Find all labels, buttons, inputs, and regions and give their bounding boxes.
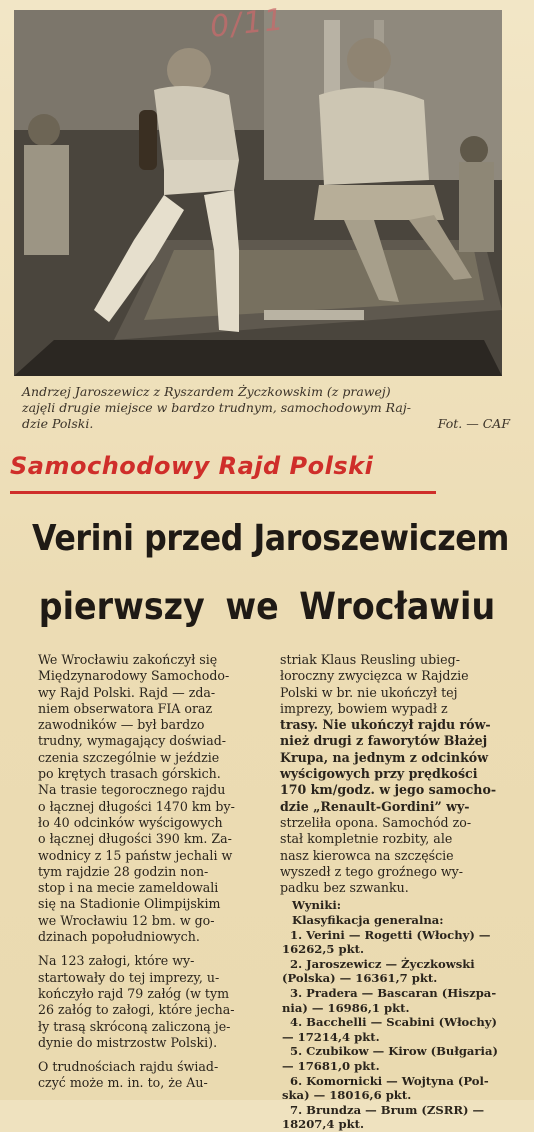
result-line: ska) — 18016,6 pkt. [282, 1088, 412, 1103]
text-line: kończyło rajd 79 załóg (w tym [38, 985, 230, 1001]
article-paragraph [22, 953, 270, 1051]
text-line: striak Klaus Reusling ubieg- [280, 652, 460, 667]
result-line: 7. Brundza — Brum (ZSRR) — [290, 1102, 485, 1117]
results-list [280, 898, 528, 1132]
article-paragraph [22, 1059, 270, 1092]
text-line: dzie „Renault-Gordini” wy- [280, 798, 470, 814]
text-line: imprezy, bowiem wypadł z [280, 700, 448, 716]
photo-credit: Fot. — CAF [437, 416, 510, 431]
result-line: nia) — 16986,1 pkt. [282, 1000, 410, 1015]
result-line: 1. Verini — Rogetti (Włochy) — [290, 927, 491, 942]
text-line: o łącznej długości 1470 km by- [38, 798, 235, 814]
text-line: czenia szczególnie w jeździe [38, 749, 220, 765]
text-line: się na Stadionie Olimpijskim [38, 896, 221, 912]
text-line: łoroczny zwycięzca w Rajdzie [280, 668, 469, 684]
text-line: padku bez szwanku. [280, 880, 409, 896]
result-line: 18207,4 pkt. [282, 1117, 365, 1132]
caption-line: zajęli drugie miejsce w bardzo trudnym, samochodowym Raj- [22, 400, 411, 415]
text-line: wodnicy z 15 państw jechali w [38, 847, 233, 863]
result-line: 3. Pradera — Bascaran (Hiszpa- [290, 986, 497, 1001]
text-line: O trudnościach rajdu świad- [38, 1059, 219, 1075]
text-line: startowały do tej imprezy, u- [38, 969, 220, 985]
classification-heading: Klasyfikacja generalna: [292, 913, 444, 928]
article-paragraph [22, 652, 270, 945]
caption-line: Andrzej Jaroszewicz z Ryszardem Życzkowskim (z prawej) [22, 384, 391, 399]
result-line: 5. Czubikow — Kirow (Bułgaria) [290, 1044, 498, 1059]
text-line: trasy. Nie ukończył rajdu rów- [280, 717, 491, 733]
text-line: strzeliła opona. Samochód zo- [280, 814, 472, 830]
caption-line: dzie Polski. [22, 416, 94, 431]
rally-photo [14, 10, 502, 376]
headline-line-1: Verini przed Jaroszewiczem [32, 518, 509, 559]
article-left-column [22, 652, 270, 1100]
text-line: Międzynarodowy Samochodo- [38, 668, 230, 684]
text-line: trudny, wymagający doświad- [38, 733, 227, 749]
article-continuation [280, 652, 528, 896]
text-line: stop i na mecie zameldowali [38, 880, 219, 896]
text-line: dynie do mistrzostw Polski). [38, 1034, 218, 1050]
text-line: nasz kierowca na szczęście [280, 847, 454, 863]
text-line: We Wrocławiu zakończył się [38, 652, 218, 667]
text-line: stał kompletnie rozbity, ale [280, 831, 453, 847]
text-line: niem obserwatora FIA oraz [38, 700, 213, 716]
text-line: ły trasą skróconą zaliczoną je- [38, 1018, 231, 1034]
text-line: nież drugi z faworytów Błażej [280, 733, 488, 749]
text-line: tym rajdzie 28 godzin non- [38, 863, 209, 879]
text-line: we Wrocławiu 12 bm. w go- [38, 912, 215, 928]
text-line: dzinach popołudniowych. [38, 929, 200, 945]
results-heading: Wyniki: [292, 898, 342, 913]
rally-photo-illustration [14, 10, 502, 376]
text-line: Krupa, na jednym z odcinków [280, 749, 489, 765]
result-line: — 17214,4 pkt. [282, 1029, 380, 1044]
result-line: (Polska) — 16361,7 pkt. [282, 971, 438, 986]
text-line: wy Rajd Polski. Rajd — zda- [38, 684, 216, 700]
result-line: 16262,5 pkt. [282, 942, 365, 957]
text-line: po krętych trasach górskich. [38, 766, 221, 782]
text-line: zawodników — był bardzo [38, 717, 205, 733]
article-right-column [280, 652, 528, 1132]
result-line: — 17681,0 pkt. [282, 1058, 380, 1073]
text-line: Na 123 załogi, które wy- [38, 953, 195, 969]
text-line: 26 załóg to załogi, które jecha- [38, 1002, 235, 1018]
handwritten-mark: 0/11 [208, 2, 287, 45]
headline-line-2: pierwszy we Wrocławiu [38, 585, 496, 628]
result-line: 6. Komornicki — Wojtyna (Pol- [290, 1073, 489, 1088]
text-line: Polski w br. nie ukończył tej [280, 684, 458, 700]
result-line: 4. Bacchelli — Scabini (Włochy) [290, 1015, 497, 1030]
text-line: ło 40 odcinków wyścigowych [38, 814, 223, 830]
result-line: 2. Jaroszewicz — Życzkowski [290, 956, 475, 971]
text-line: czyć może m. in. to, że Au- [38, 1075, 208, 1091]
text-line: o łącznej długości 390 km. Za- [38, 831, 232, 847]
text-line: wyścigowych przy prędkości [280, 766, 478, 782]
photo-caption [22, 384, 512, 432]
section-title: Samochodowy Rajd Polski [10, 452, 374, 480]
text-line: wyszedł z tego groźnego wy- [280, 863, 464, 879]
text-line: Na trasie tegorocznego rajdu [38, 782, 226, 798]
text-line: 170 km/godz. w jego samocho- [280, 782, 497, 798]
section-rule [10, 491, 436, 494]
